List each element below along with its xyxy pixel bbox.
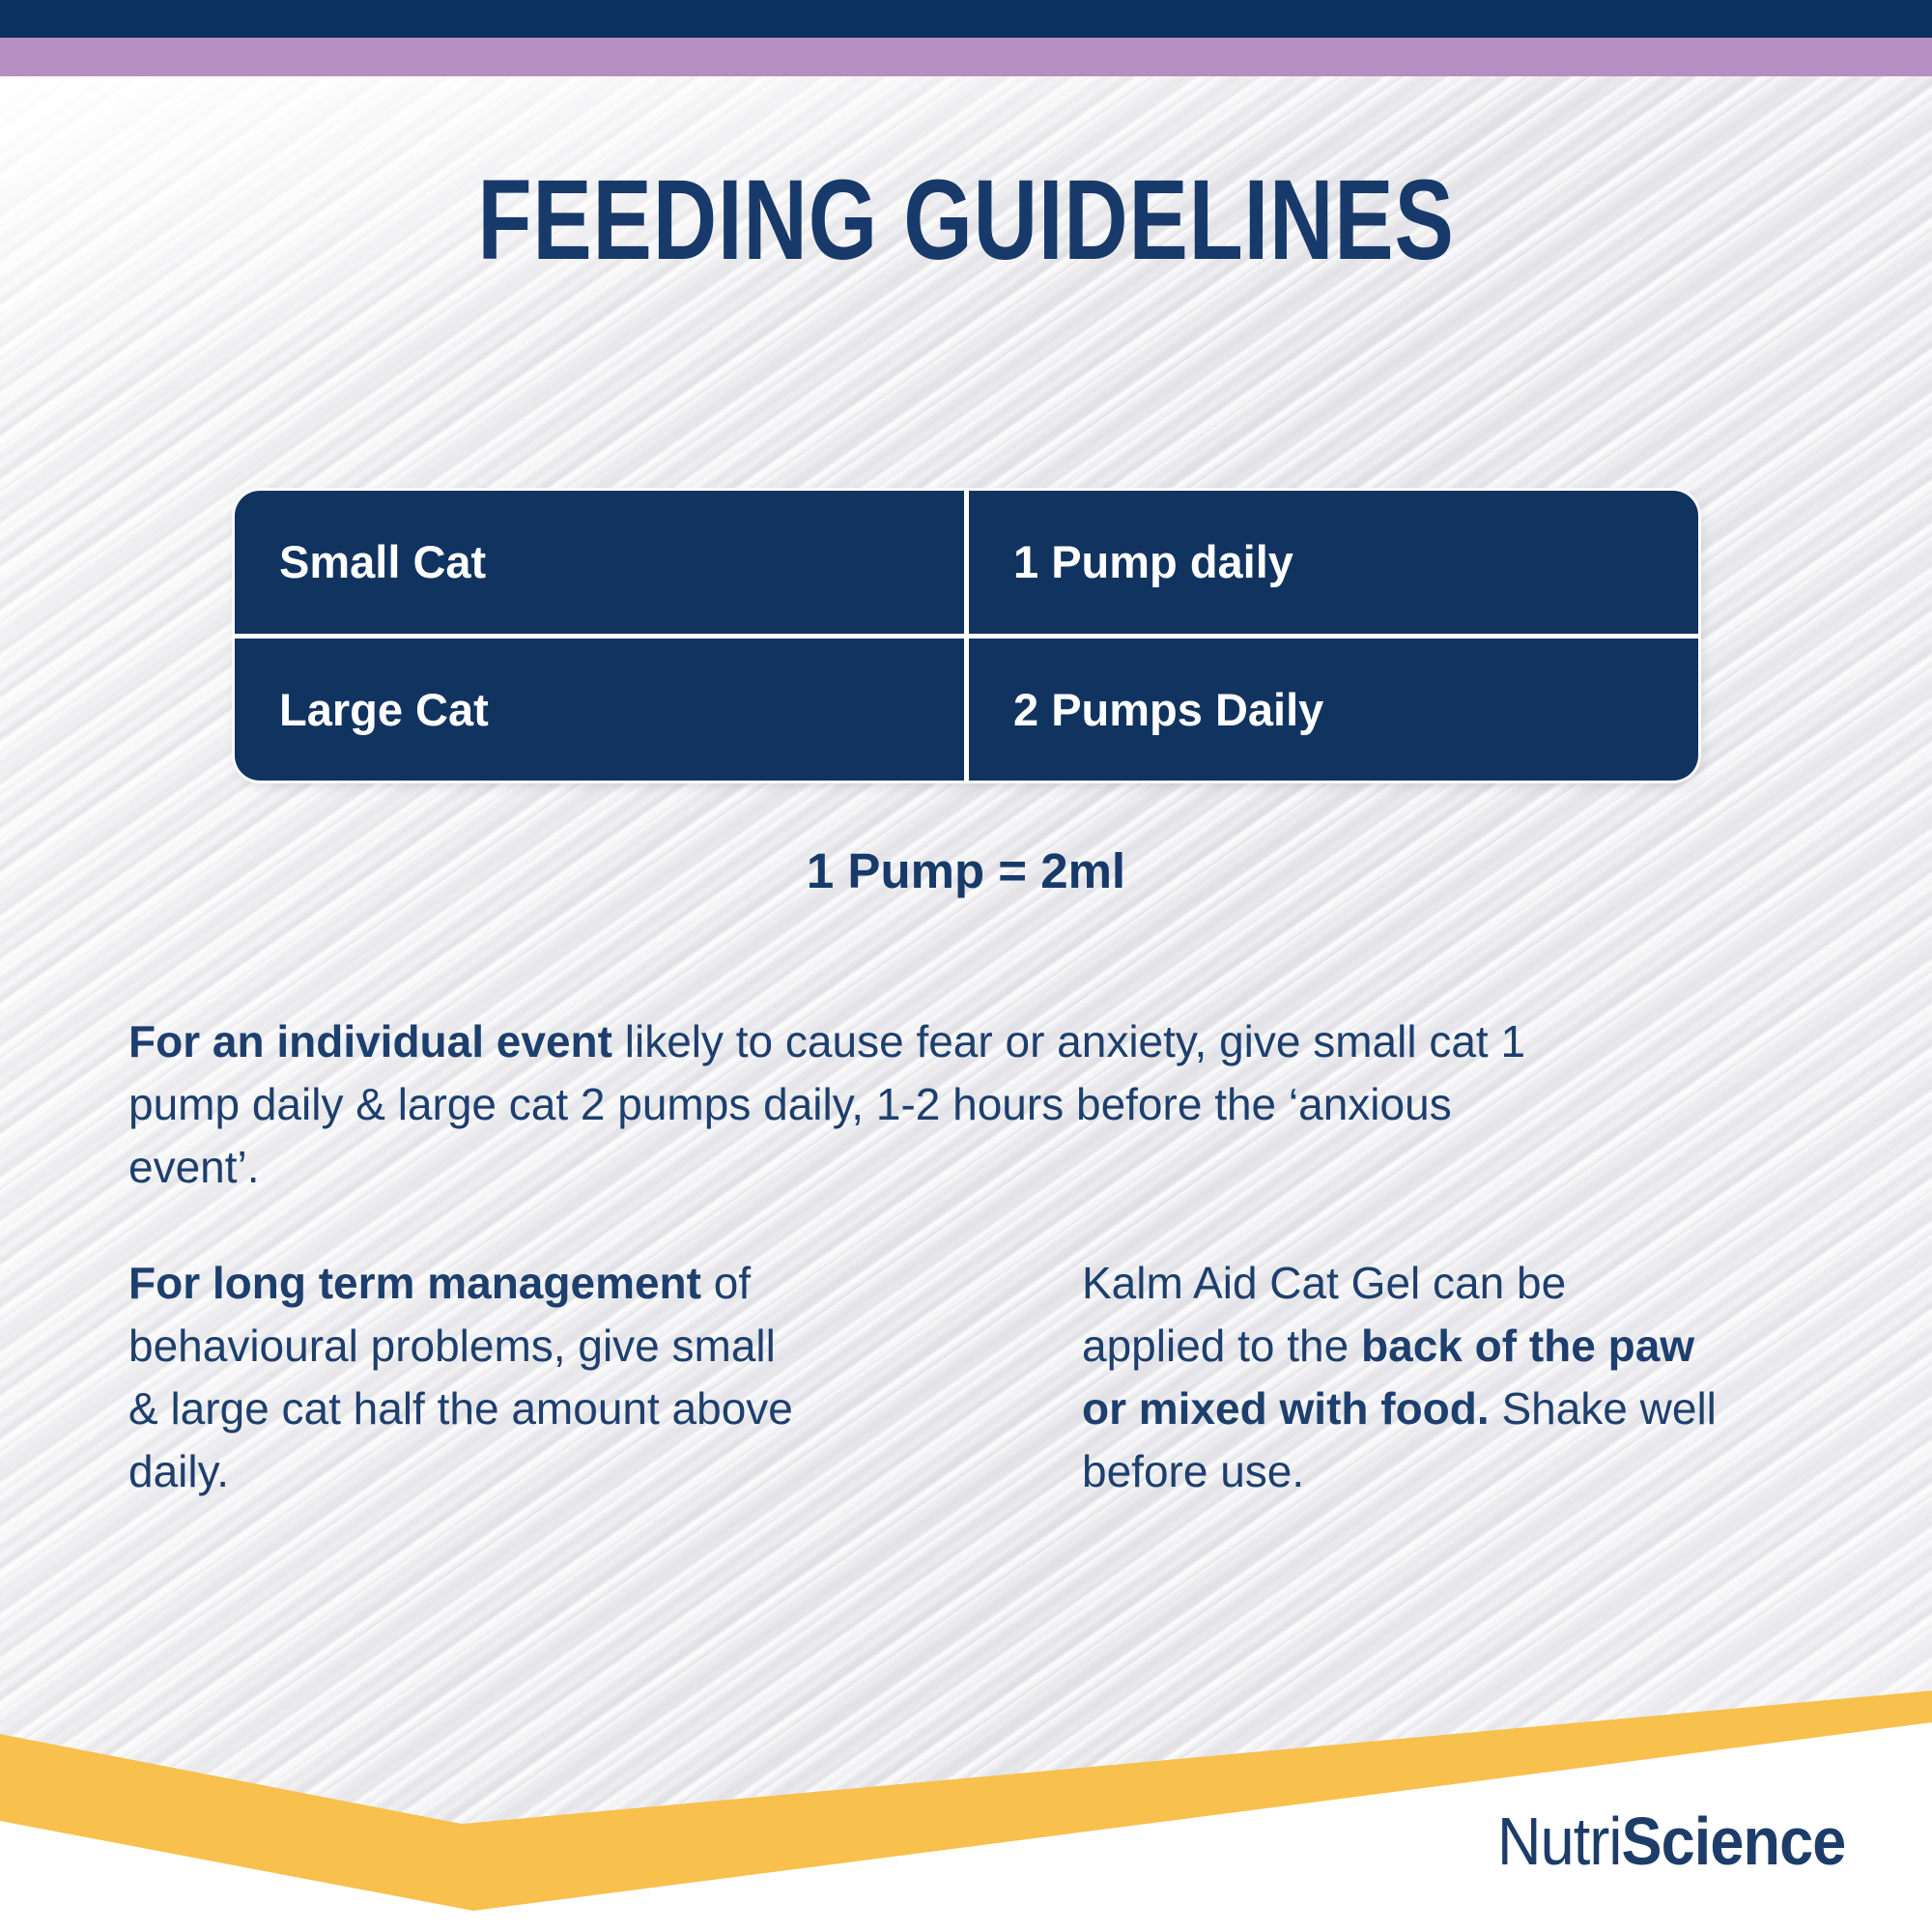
paragraph-line: before use. [1082, 1446, 1305, 1496]
long-term-management-paragraph [128, 1252, 921, 1503]
paragraph-line: event’. [128, 1142, 260, 1192]
application-bold-text: back of the paw [1361, 1321, 1695, 1371]
page-title: FEEDING GUIDELINES [477, 156, 1455, 284]
paragraph-line [1082, 1378, 1884, 1440]
application-paragraph [1082, 1252, 1884, 1503]
paragraph-line: Kalm Aid Cat Gel can be [1082, 1258, 1567, 1308]
paragraph-line [128, 1010, 1887, 1073]
top-purple-bar [0, 38, 1932, 76]
nutriscience-logo [1497, 1804, 1846, 1879]
paragraph-line [128, 1252, 921, 1315]
individual-event-paragraph [128, 1010, 1887, 1199]
paragraph-line: daily. [128, 1446, 229, 1496]
top-navy-bar [0, 0, 1932, 38]
pump-equivalence-note: 1 Pump = 2ml [806, 843, 1126, 898]
table-cell-large-cat-label: Large Cat [235, 639, 964, 781]
application-bold-text: or mixed with food. [1082, 1383, 1490, 1434]
paragraph-line: & large cat half the amount above [128, 1383, 793, 1434]
paragraph-line: pump daily & large cat 2 pumps daily, 1-2 hours before the ‘anxious [128, 1079, 1452, 1129]
table-cell-small-cat-label: Small Cat [235, 491, 964, 634]
table-cell-small-cat-value: 1 Pump daily [969, 491, 1698, 634]
individual-event-bold-text: For an individual event [128, 1016, 612, 1066]
dosage-table [235, 491, 1698, 781]
paragraph-line: behavioural problems, give small [128, 1321, 776, 1371]
long-term-bold-text: For long term management [128, 1258, 701, 1308]
logo-nutri-text: Nutri [1497, 1804, 1622, 1879]
table-cell-large-cat-value: 2 Pumps Daily [969, 639, 1698, 781]
individual-event-text: likely to cause fear or anxiety, give small cat 1 [611, 1016, 1526, 1066]
brushed-metal-background [0, 76, 1932, 1932]
logo-science-text: Science [1621, 1804, 1846, 1879]
long-term-text: of [700, 1258, 752, 1308]
application-text: Shake well [1489, 1383, 1717, 1434]
paragraph-line [1082, 1315, 1884, 1378]
application-text: applied to the [1082, 1321, 1362, 1371]
